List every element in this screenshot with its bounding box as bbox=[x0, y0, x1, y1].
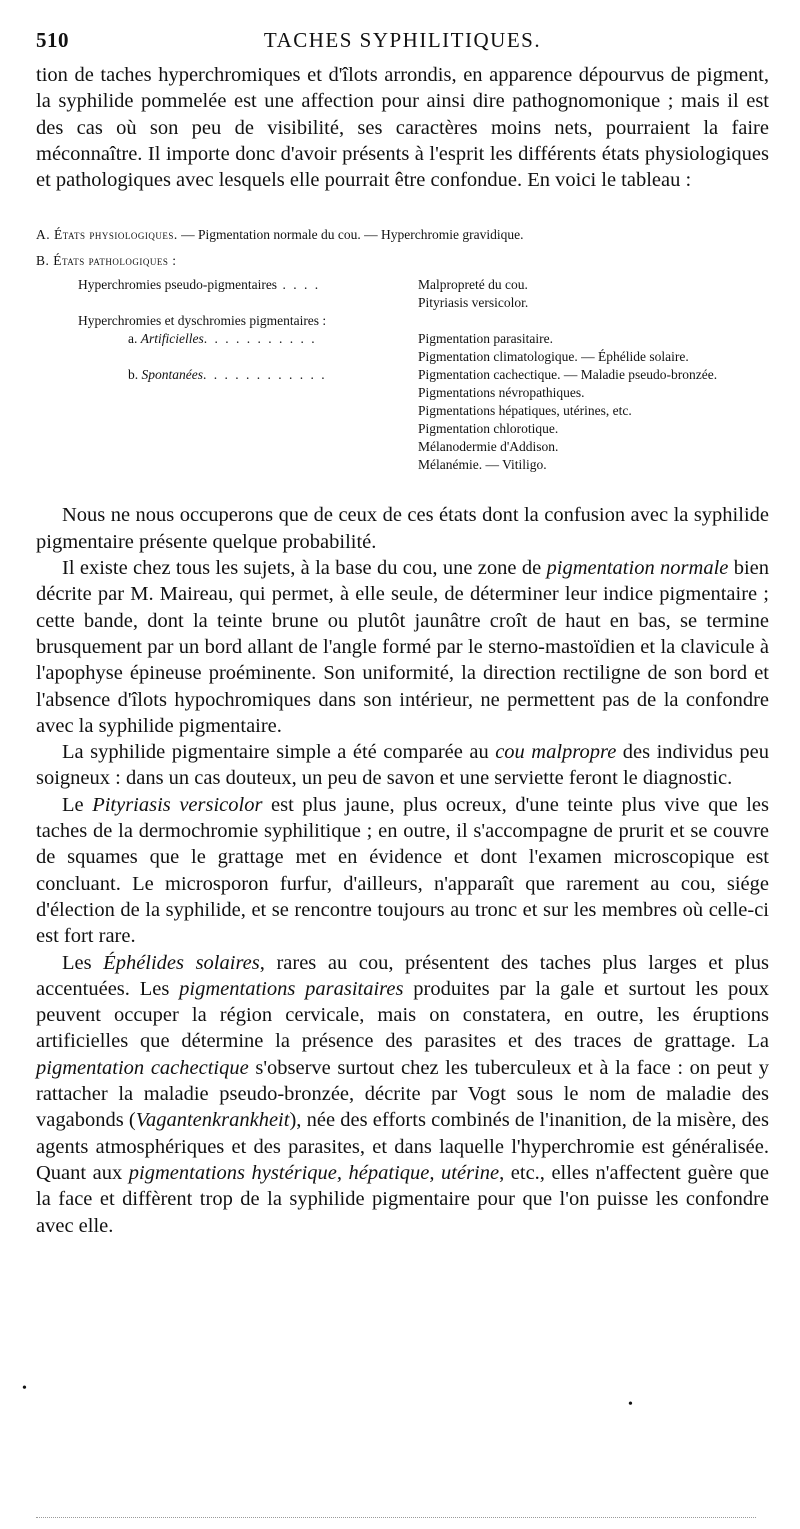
page-number: 510 bbox=[36, 28, 69, 52]
table-row-right bbox=[412, 366, 769, 474]
running-title: TACHES SYPHILITIQUES. bbox=[263, 28, 542, 52]
paragraph: Le Pityriasis versicolor est plus jaune, plus ocreux, d'une teinte plus vive que les taches de la dermochromie syphilitique ; en outre, il s'accompagne de prurit et se couvre de squames que le grattage met en évidence et dont l'examen microscopique est concluant. Le microsporon furfur, d'ailleurs, n'apparaît que rarement au cou, siége d'élection de la syphilide, et se rencontre toujours au tronc et sur les membres où celle-ci est fort rare. bbox=[36, 793, 770, 948]
table-item: Pigmentations névropathiques. bbox=[418, 385, 585, 401]
table-item: Pigmentations hépatiques, utérines, etc. bbox=[418, 403, 632, 419]
page bbox=[36, 28, 769, 1239]
table-row-right bbox=[412, 330, 769, 366]
bottom-rule bbox=[36, 1517, 756, 1518]
paragraph-intro: tion de taches hyperchromiques et d'îlots arrondis, en apparence dépourvus de pigment, la syphilide pommelée est une affection pour ainsi dire pathognomonique ; mais il est des cas où son peu de visibilité, ses caractères moins nets, pourraient la faire méconnaître. Il importe donc d'avoir présents à l'esprit les différents états physiologiques et pathologiques avec lesquels elle pourrait être confondue. En voici le tableau : bbox=[36, 64, 769, 192]
differential-table bbox=[36, 226, 769, 474]
paragraph: Il existe chez tous les sujets, à la base du cou, une zone de pigmentation normale bien décrite par M. Maireau, qui permet, à elle seule, de déterminer leur indice pigmentaire ; cette bande, dont la teinte brune ou plutôt jaunâtre croît de haut en bas, se termine brusquement par un bord allant de l'angle formé par le sterno-mastoïdien et la clavicule à l'apophyse épineuse proéminente. Son uniformité, la direction rectiligne de son bord et l'absence d'îlots hypochromiques dans son intérieur, ne permettent pas de la confondre avec la syphilide pigmentaire. bbox=[36, 557, 770, 737]
table-grid bbox=[36, 276, 769, 474]
ink-speck: • bbox=[22, 1381, 27, 1396]
section-label-b: B. États pathologiques : bbox=[36, 253, 177, 269]
table-item: Pigmentation cachectique. — Maladie pseudo-bronzée. bbox=[418, 367, 718, 383]
table-row-left: a. Artificielles. . . . . . . . . . . bbox=[128, 331, 317, 347]
paragraph: Les Éphélides solaires, rares au cou, présentent des taches plus larges et plus accentuées. Les pigmentations parasitaires produites par la gale et surtout les poux peuvent occuper la région cervicale, mais on constatera, en outre, les éruptions artificielles que détermine la présence des parasites et des traces de grattage. La pigmentation cachectique s'observe surtout chez les tuberculeux et à la face : on peut y rattacher la maladie pseudo-bronzée, décrite par Vogt sous le nom de maladie des vagabonds (Vagantenkrankheit), née des efforts combinés de l'inanition, de la misère, des agents atmosphériques et des parasites, et dans laquelle l'hyperchromie est généralisée. Quant aux pigmentations hystérique, hépatique, utérine, etc., elles n'affectent guère que la face et diffèrent trop de la syphilide pigmentaire pour que l'on puisse les confondre avec elle. bbox=[36, 951, 770, 1237]
running-header bbox=[36, 28, 769, 62]
table-item: Mélanémie. — Vitiligo. bbox=[418, 457, 547, 473]
paragraph: Nous ne nous occuperons que de ceux de ces états dont la confusion avec la syphilide pigmentaire présente quelque probabilité. bbox=[36, 504, 769, 553]
table-row-right bbox=[412, 276, 769, 312]
table-item: Malpropreté du cou. bbox=[418, 277, 528, 293]
ink-speck: • bbox=[628, 1397, 633, 1412]
paragraph: La syphilide pigmentaire simple a été comparée au cou malpropre des individus peu soigneux : dans un cas douteux, un peu de savon et une serviette feront le diagnostic. bbox=[36, 741, 769, 790]
section-label-a: A. États physiologiques. bbox=[36, 227, 178, 243]
table-row-left: Hyperchromies pseudo-pigmentaires . . . . bbox=[78, 277, 321, 293]
section-text-a: — Pigmentation normale du cou. — Hyperchromie gravidique. bbox=[177, 227, 524, 243]
table-section-pathological bbox=[36, 252, 769, 270]
table-item: Pigmentation chlorotique. bbox=[418, 421, 559, 437]
table-section-physiological bbox=[36, 226, 769, 244]
table-item: Pityriasis versicolor. bbox=[418, 295, 529, 311]
table-item: Mélanodermie d'Addison. bbox=[418, 439, 559, 455]
table-item: Pigmentation climatologique. — Éphélide solaire. bbox=[418, 349, 689, 365]
table-item: Pigmentation parasitaire. bbox=[418, 331, 553, 347]
table-row-left: b. Spontanées. . . . . . . . . . . . bbox=[128, 367, 327, 383]
table-row-left: Hyperchromies et dyschromies pigmentaires : bbox=[78, 313, 327, 329]
